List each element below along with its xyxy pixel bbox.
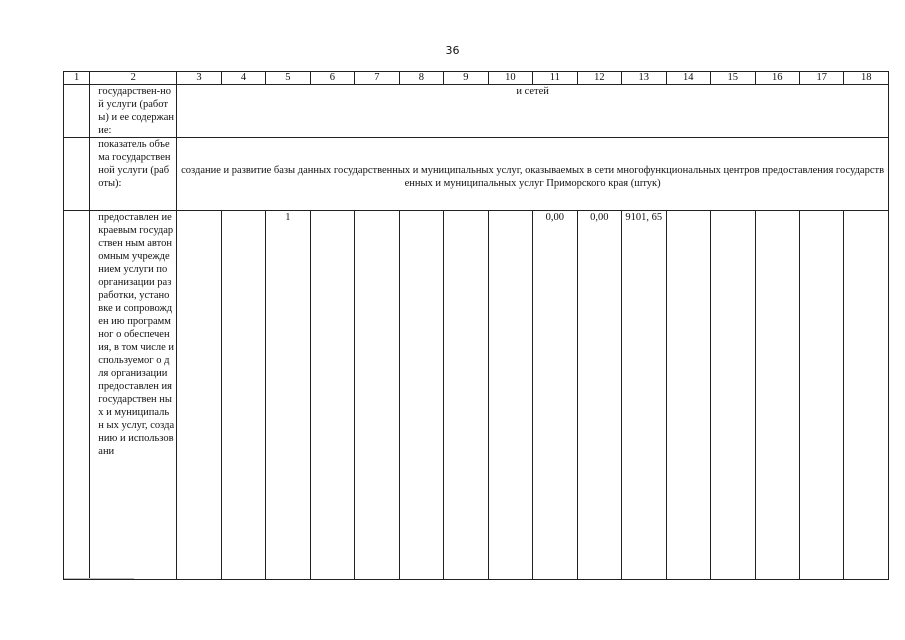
column-header: 15: [711, 72, 755, 85]
column-header: 18: [844, 72, 889, 85]
column-header: 10: [488, 72, 532, 85]
column-header: 7: [355, 72, 399, 85]
row-label: показатель объема государствен ной услуги (работы):: [90, 138, 177, 211]
table-cell-col5: 1: [266, 211, 310, 580]
column-header-row: [64, 72, 889, 85]
table-cell-col12: 0,00: [577, 211, 621, 580]
table-cell: [444, 211, 488, 580]
table-cell: [800, 211, 844, 580]
table-row: [64, 85, 889, 138]
column-header: 16: [755, 72, 799, 85]
column-header: 3: [177, 72, 221, 85]
table-cell-col13: 9101, 65: [622, 211, 666, 580]
scan-artifact: [64, 578, 134, 579]
table-cell: [666, 211, 710, 580]
table-row: [64, 138, 889, 211]
table-cell: [355, 211, 399, 580]
table-cell: [64, 85, 90, 138]
column-header: 8: [399, 72, 443, 85]
column-header: 14: [666, 72, 710, 85]
merged-cell: и сетей: [177, 85, 889, 138]
column-header: 12: [577, 72, 621, 85]
table-cell: [64, 211, 90, 580]
table-cell: [488, 211, 532, 580]
table-cell: [177, 211, 221, 580]
table-cell: [711, 211, 755, 580]
data-table: [63, 71, 889, 580]
table-row: [64, 211, 889, 580]
column-header: 5: [266, 72, 310, 85]
table-cell: [310, 211, 354, 580]
column-header: 4: [221, 72, 265, 85]
table-cell: [221, 211, 265, 580]
column-header: 2: [90, 72, 177, 85]
column-header: 13: [622, 72, 666, 85]
table-cell: [844, 211, 889, 580]
table-cell-col11: 0,00: [533, 211, 577, 580]
row-label: предоставлен ие краевым государствен ным автономным учреждением услуги по организации разработки, установке и сопровожден ию программног о обеспечения, в том числе используемог о для организации предоставлен ия государствен ных и муниципальн ых услуг, созданию и использовани: [90, 211, 177, 580]
column-header: 1: [64, 72, 90, 85]
column-header: 17: [800, 72, 844, 85]
table-cell: [64, 138, 90, 211]
page-number: 36: [445, 44, 460, 57]
table-cell: [399, 211, 443, 580]
column-header: 9: [444, 72, 488, 85]
column-header: 6: [310, 72, 354, 85]
merged-cell: создание и развитие базы данных государственных и муниципальных услуг, оказываемых в сети многофункциональных центров предоставления государственных и муниципальных услуг Приморского края (штук): [177, 138, 889, 211]
column-header: 11: [533, 72, 577, 85]
table-cell: [755, 211, 799, 580]
row-label: государствен-ной услуги (работы) и ее содержание:: [90, 85, 177, 138]
